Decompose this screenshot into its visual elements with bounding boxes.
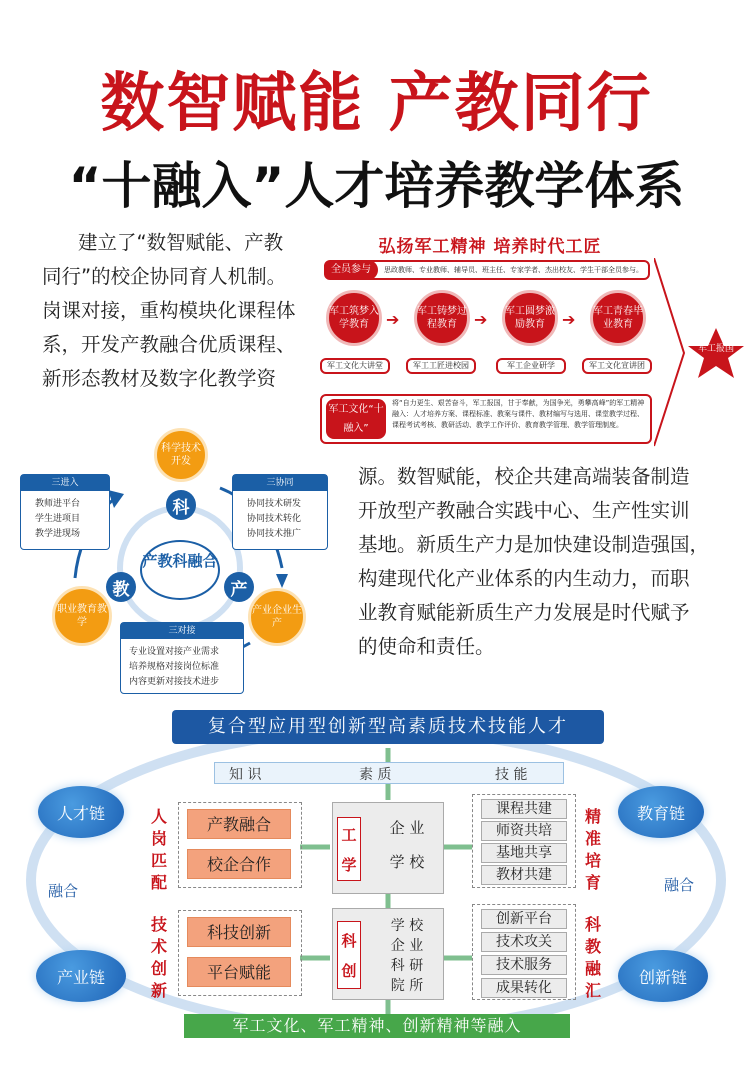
culture-text: 将“自力更生、艰苦奋斗，军工报国，甘于奉献，为国争光，勇攀高峰”的军工精神融入：人才培养方案、课程标准、教案与课件、教材编写与选用、课堂教学过程、课程考试考核、教研活动、教学工作评价、教育教学管理、教学管理制度。	[392, 399, 645, 429]
kss-knowledge: 知 识	[229, 767, 262, 783]
achievement-transfer-box: 成果转化	[481, 978, 567, 998]
institute-text: 院 所	[390, 978, 424, 994]
body-line-1: 源。数智赋能，校企共建高端装备制造	[358, 465, 690, 488]
education-chain: 教育链	[618, 786, 704, 838]
arrow-right-icon: ➔	[386, 310, 400, 329]
intro-line-1: 建立了“数智赋能、产教	[78, 231, 284, 254]
sci-innovation-block	[332, 908, 444, 1000]
teacher-co-train-box: 师资共培	[481, 821, 567, 841]
fusion-left: 融合	[48, 882, 79, 900]
jiao-node: 教	[106, 572, 136, 602]
talent-banner: 复合型应用型创新型高素质技术技能人才	[172, 710, 604, 744]
intro-line-3: 岗课对接，重构模块化课程体	[42, 299, 296, 322]
left-top-group	[178, 802, 302, 888]
culture-block	[320, 394, 652, 444]
school-text: 学 校	[389, 853, 425, 871]
center-fusion: 产教科融合	[140, 540, 220, 600]
body-line-5: 业教育赋能新质生产力发展是时代赋予	[358, 601, 690, 624]
kss-quality: 素 质	[359, 767, 392, 783]
subtitle: “十融入”人才培养教学体系	[68, 157, 685, 215]
right-top-group	[472, 794, 576, 888]
intro-line-5: 新形态教材及数字化教学资	[42, 367, 277, 390]
enterprise-text-2: 企 业	[390, 938, 424, 954]
three-entry-title: 三进入	[21, 475, 109, 491]
arrow-right-icon: ➔	[474, 310, 488, 329]
talent-system-diagram	[0, 700, 753, 1065]
tech-service-box: 技术服务	[481, 955, 567, 975]
intro-line-2: 同行”的校企协同育人机制。	[42, 265, 287, 288]
three-synergy-item: 协同技术转化	[247, 514, 302, 524]
three-entry-item: 教学进现场	[35, 529, 81, 539]
intro-line-4: 系，开发产教融合优质课程、	[42, 333, 296, 356]
chan-node: 产	[224, 572, 254, 602]
research-text: 科 研	[390, 958, 424, 974]
culture-label: 军工文化“十融入”	[326, 399, 386, 439]
three-synergy-title: 三协同	[233, 475, 327, 491]
science-tech-node: 科学技术开发	[154, 428, 208, 482]
science-edu-fusion-label: 科教融汇	[584, 915, 601, 1000]
kss-skill: 技 能	[495, 767, 528, 783]
ke-node: 科	[166, 490, 196, 520]
knowledge-quality-skill-bar	[214, 762, 564, 784]
textbook-co-build-box: 教材共建	[481, 865, 567, 885]
body-line-4: 构建现代化产业体系的内生动力，而职	[358, 567, 690, 590]
star-label: 军工报国	[698, 344, 735, 354]
activity-research: 军工企业研学	[496, 358, 566, 374]
three-synergy-box	[232, 474, 328, 550]
school-text-2: 学 校	[390, 918, 424, 934]
work-study-block	[332, 802, 444, 894]
industry-production-node: 产业企业生产	[248, 588, 306, 646]
person-job-match-label: 人岗匹配	[150, 807, 167, 892]
body-paragraph	[358, 460, 724, 664]
platform-empowerment-box: 平台赋能	[187, 957, 291, 987]
activity-craftsman: 军工工匠进校园	[406, 358, 476, 374]
innovation-chain: 创新链	[618, 950, 708, 1002]
three-docking-item: 专业设置对接产业需求	[129, 647, 220, 657]
body-line-2: 开放型产教融合实践中心、生产性实训	[358, 499, 690, 522]
precise-cultivation-label: 精准培育	[584, 807, 601, 892]
three-docking-box	[120, 622, 244, 694]
integration-circle-diagram	[20, 428, 350, 698]
fusion-right: 融合	[664, 876, 695, 894]
work-study-label: 工学	[337, 817, 361, 881]
arrow-right-icon: ➔	[562, 310, 576, 329]
three-synergy-item: 协同技术研发	[247, 499, 302, 509]
activity-lecture: 军工文化大讲堂	[320, 358, 390, 374]
all-staff-text: 思政教师、专业教师、辅导员、班主任、专家学者、杰出校友、学生干部全员参与。	[384, 266, 643, 274]
military-culture-chart	[320, 228, 750, 448]
stage-enrollment: 军工筑梦入学教育	[326, 290, 382, 346]
main-title: 数智赋能 产教同行	[100, 67, 653, 141]
intro-paragraph	[42, 226, 312, 396]
three-entry-item: 教师进平台	[35, 499, 81, 509]
tech-innovation-label: 技术创新	[150, 915, 167, 1000]
activity-publicity: 军工文化宣讲团	[582, 358, 652, 374]
school-enterprise-cooperation-box: 校企合作	[187, 849, 291, 879]
three-entry-item: 学生进项目	[35, 514, 81, 524]
right-bottom-group	[472, 904, 576, 1000]
stage-process: 军工铸梦过程教育	[414, 290, 470, 346]
three-entry-box	[20, 474, 110, 550]
all-staff-label: 全员参与	[324, 260, 378, 280]
innovation-platform-box: 创新平台	[481, 909, 567, 929]
three-synergy-item: 协同技术推广	[247, 529, 302, 539]
left-bottom-group	[178, 910, 302, 996]
all-staff-row	[324, 260, 650, 280]
tech-innovation-box: 科技创新	[187, 917, 291, 947]
base-share-box: 基地共享	[481, 843, 567, 863]
culture-footer-banner: 军工文化、军工精神、创新精神等融入	[184, 1014, 570, 1038]
stage-incentive: 军工圆梦激励教育	[502, 290, 558, 346]
industry-education-fusion-box: 产教融合	[187, 809, 291, 839]
three-docking-item: 培养规格对接岗位标准	[129, 662, 220, 672]
tech-breakthrough-box: 技术攻关	[481, 932, 567, 952]
body-line-6: 的使命和责任。	[358, 635, 495, 658]
three-docking-item: 内容更新对接技术进步	[129, 677, 220, 687]
talent-chain: 人才链	[38, 786, 124, 838]
stage-graduation: 军工青春毕业教育	[590, 290, 646, 346]
enterprise-text: 企 业	[389, 819, 425, 837]
military-chart-title: 弘扬军工精神 培养时代工匠	[378, 237, 602, 257]
course-co-build-box: 课程共建	[481, 799, 567, 819]
vocational-education-node: 职业教育教学	[52, 586, 112, 646]
body-line-3: 基地。新质生产力是加快建设制造强国，	[358, 533, 710, 556]
three-docking-title: 三对接	[121, 623, 243, 639]
sci-innovation-label: 科创	[337, 921, 361, 989]
industry-chain: 产业链	[36, 950, 126, 1002]
